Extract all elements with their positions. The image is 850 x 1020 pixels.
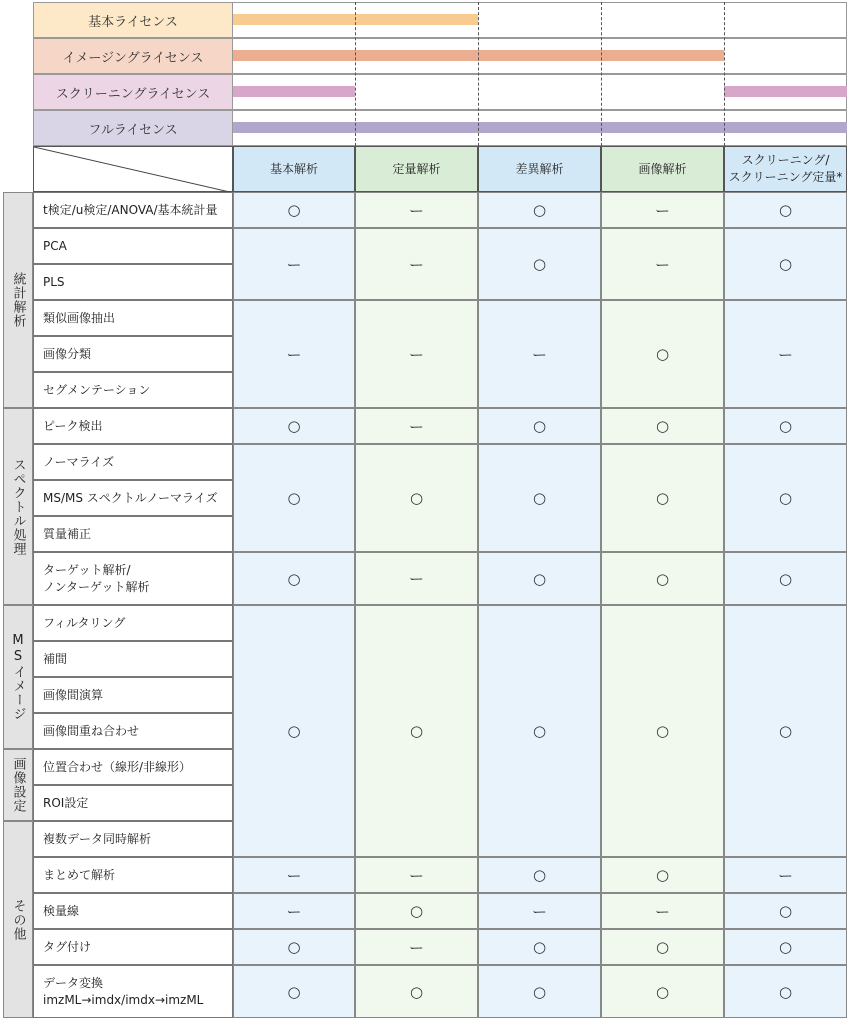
supported-mark: ○ [655, 938, 670, 956]
header-corner [33, 146, 233, 192]
matrix-cell [233, 552, 355, 605]
matrix-cell [233, 408, 355, 444]
supported-mark: ○ [778, 722, 793, 740]
matrix-cell [355, 929, 478, 965]
unsupported-mark: ー [531, 902, 547, 921]
feature-label: 画像分類 [33, 336, 233, 372]
column-header: 基本解析 [233, 146, 355, 192]
supported-mark: ○ [287, 201, 301, 219]
column-header: 定量解析 [355, 146, 478, 192]
matrix-cell [724, 192, 847, 228]
unsupported-mark: ー [286, 866, 302, 885]
group-label-text: 統計解析 [10, 272, 26, 328]
matrix-cell [233, 857, 355, 893]
feature-label: PLS [33, 264, 233, 300]
license-label: イメージングライセンス [33, 38, 233, 74]
matrix-cell [724, 408, 847, 444]
feature-label: 質量補正 [33, 516, 233, 552]
feature-label: ROI設定 [33, 785, 233, 821]
supported-mark: ○ [409, 902, 424, 920]
matrix-cell [601, 552, 724, 605]
feature-label: ノーマライズ [33, 444, 233, 480]
unsupported-mark: ー [654, 201, 670, 220]
matrix-cell [478, 228, 601, 300]
matrix-cell [355, 552, 478, 605]
matrix-cell [601, 408, 724, 444]
matrix-cell [355, 857, 478, 893]
matrix-cell [724, 605, 847, 857]
supported-mark: ○ [532, 938, 547, 956]
unsupported-mark: ー [408, 345, 424, 364]
matrix-cell [601, 893, 724, 929]
supported-mark: ○ [778, 569, 793, 588]
unsupported-mark: ー [286, 345, 302, 364]
supported-mark: ○ [655, 722, 670, 740]
group-label-text: その他 [10, 898, 26, 941]
matrix-cell [478, 857, 601, 893]
matrix-cell [478, 893, 601, 929]
feature-label: 検量線 [33, 893, 233, 929]
supported-mark: ○ [287, 982, 301, 1001]
feature-label: 類似画像抽出 [33, 300, 233, 336]
supported-mark: ○ [532, 255, 547, 273]
matrix-cell [355, 408, 478, 444]
unsupported-mark: ー [408, 201, 424, 220]
supported-mark: ○ [532, 417, 547, 435]
supported-mark: ○ [655, 569, 670, 588]
matrix-cell [355, 605, 478, 857]
supported-mark: ○ [532, 722, 547, 740]
feature-label: ピーク検出 [33, 408, 233, 444]
supported-mark: ○ [287, 722, 301, 740]
column-header: スクリーニング/ スクリーニング定量* [724, 146, 847, 192]
feature-label: PCA [33, 228, 233, 264]
matrix-cell [478, 929, 601, 965]
supported-mark: ○ [287, 938, 301, 956]
matrix-cell [478, 408, 601, 444]
license-label: 基本ライセンス [33, 2, 233, 38]
supported-mark: ○ [655, 345, 670, 363]
column-divider-dashed [478, 2, 479, 146]
matrix-cell [233, 444, 355, 552]
supported-mark: ○ [409, 489, 424, 507]
unsupported-mark: ー [286, 255, 302, 274]
column-divider-dashed [355, 2, 356, 146]
supported-mark: ○ [532, 569, 547, 588]
group-label-text: MSイメージ [10, 633, 26, 721]
matrix-cell [724, 965, 847, 1018]
matrix-cell [601, 192, 724, 228]
matrix-cell [724, 893, 847, 929]
supported-mark: ○ [532, 866, 547, 884]
group-label-text: 画像設定 [10, 757, 26, 813]
feature-label: 画像間演算 [33, 677, 233, 713]
matrix-cell [478, 965, 601, 1018]
supported-mark: ○ [287, 569, 301, 588]
matrix-cell [601, 605, 724, 857]
matrix-cell [724, 929, 847, 965]
feature-label: MS/MS スペクトルノーマライズ [33, 480, 233, 516]
matrix-cell [601, 300, 724, 408]
group-label [3, 605, 33, 749]
matrix-cell [233, 228, 355, 300]
feature-label: セグメンテーション [33, 372, 233, 408]
header-corner-diagonal [34, 147, 234, 193]
column-divider-dashed [601, 2, 602, 146]
feature-label: フィルタリング [33, 605, 233, 641]
supported-mark: ○ [778, 201, 793, 219]
unsupported-mark: ー [408, 938, 424, 957]
supported-mark: ○ [532, 982, 547, 1001]
column-divider-dashed [724, 2, 725, 146]
supported-mark: ○ [778, 902, 793, 920]
column-header: 画像解析 [601, 146, 724, 192]
matrix-cell [601, 857, 724, 893]
matrix-cell [355, 444, 478, 552]
matrix-cell [233, 605, 355, 857]
feature-label: 補間 [33, 641, 233, 677]
feature-label: t検定/u検定/ANOVA/基本統計量 [33, 192, 233, 228]
matrix-cell [724, 228, 847, 300]
unsupported-mark: ー [408, 417, 424, 436]
supported-mark: ○ [532, 489, 547, 507]
matrix-cell [233, 965, 355, 1018]
feature-label: 画像間重ね合わせ [33, 713, 233, 749]
supported-mark: ○ [655, 417, 670, 435]
license-bar [724, 86, 847, 97]
supported-mark: ○ [287, 417, 301, 435]
supported-mark: ○ [409, 722, 424, 740]
unsupported-mark: ー [777, 866, 793, 885]
matrix-cell [478, 605, 601, 857]
supported-mark: ○ [409, 982, 424, 1001]
matrix-cell [355, 965, 478, 1018]
column-header: 差異解析 [478, 146, 601, 192]
unsupported-mark: ー [408, 866, 424, 885]
matrix-cell [233, 929, 355, 965]
supported-mark: ○ [778, 938, 793, 956]
supported-mark: ○ [655, 489, 670, 507]
supported-mark: ○ [287, 489, 301, 507]
matrix-cell [478, 192, 601, 228]
group-label [3, 821, 33, 1018]
diagonal-line [34, 147, 234, 193]
supported-mark: ○ [778, 982, 793, 1001]
unsupported-mark: ー [531, 345, 547, 364]
unsupported-mark: ー [408, 255, 424, 274]
unsupported-mark: ー [286, 902, 302, 921]
group-label-text: スペクトル処理 [10, 457, 26, 556]
license-label: スクリーニングライセンス [33, 74, 233, 110]
group-label [3, 192, 33, 408]
matrix-cell [601, 965, 724, 1018]
supported-mark: ○ [778, 489, 793, 507]
license-label: フルライセンス [33, 110, 233, 146]
supported-mark: ○ [655, 982, 670, 1001]
supported-mark: ○ [778, 417, 793, 435]
matrix-cell [355, 192, 478, 228]
matrix-cell [355, 893, 478, 929]
group-label [3, 749, 33, 821]
group-label [3, 408, 33, 605]
license-bar [233, 86, 355, 97]
feature-label: データ変換 imzML→imdx/imdx→imzML [33, 965, 233, 1018]
matrix-cell [233, 192, 355, 228]
matrix-cell [724, 552, 847, 605]
feature-label: 複数データ同時解析 [33, 821, 233, 857]
unsupported-mark: ー [654, 255, 670, 274]
matrix-cell [233, 300, 355, 408]
matrix-cell [724, 857, 847, 893]
matrix-cell [478, 300, 601, 408]
matrix-cell [233, 893, 355, 929]
unsupported-mark: ー [408, 570, 424, 588]
matrix-cell [601, 929, 724, 965]
supported-mark: ○ [655, 866, 670, 884]
supported-mark: ○ [778, 255, 793, 273]
unsupported-mark: ー [654, 902, 670, 921]
matrix-cell [724, 444, 847, 552]
matrix-cell [478, 552, 601, 605]
license-bar [233, 122, 847, 133]
feature-label: ターゲット解析/ ノンターゲット解析 [33, 552, 233, 605]
feature-label: 位置合わせ（線形/非線形） [33, 749, 233, 785]
unsupported-mark: ー [777, 345, 793, 364]
supported-mark: ○ [532, 201, 547, 219]
matrix-cell [355, 300, 478, 408]
matrix-cell [355, 228, 478, 300]
matrix-cell [601, 228, 724, 300]
feature-label: まとめて解析 [33, 857, 233, 893]
matrix-cell [601, 444, 724, 552]
feature-label: タグ付け [33, 929, 233, 965]
matrix-cell [724, 300, 847, 408]
matrix-cell [478, 444, 601, 552]
